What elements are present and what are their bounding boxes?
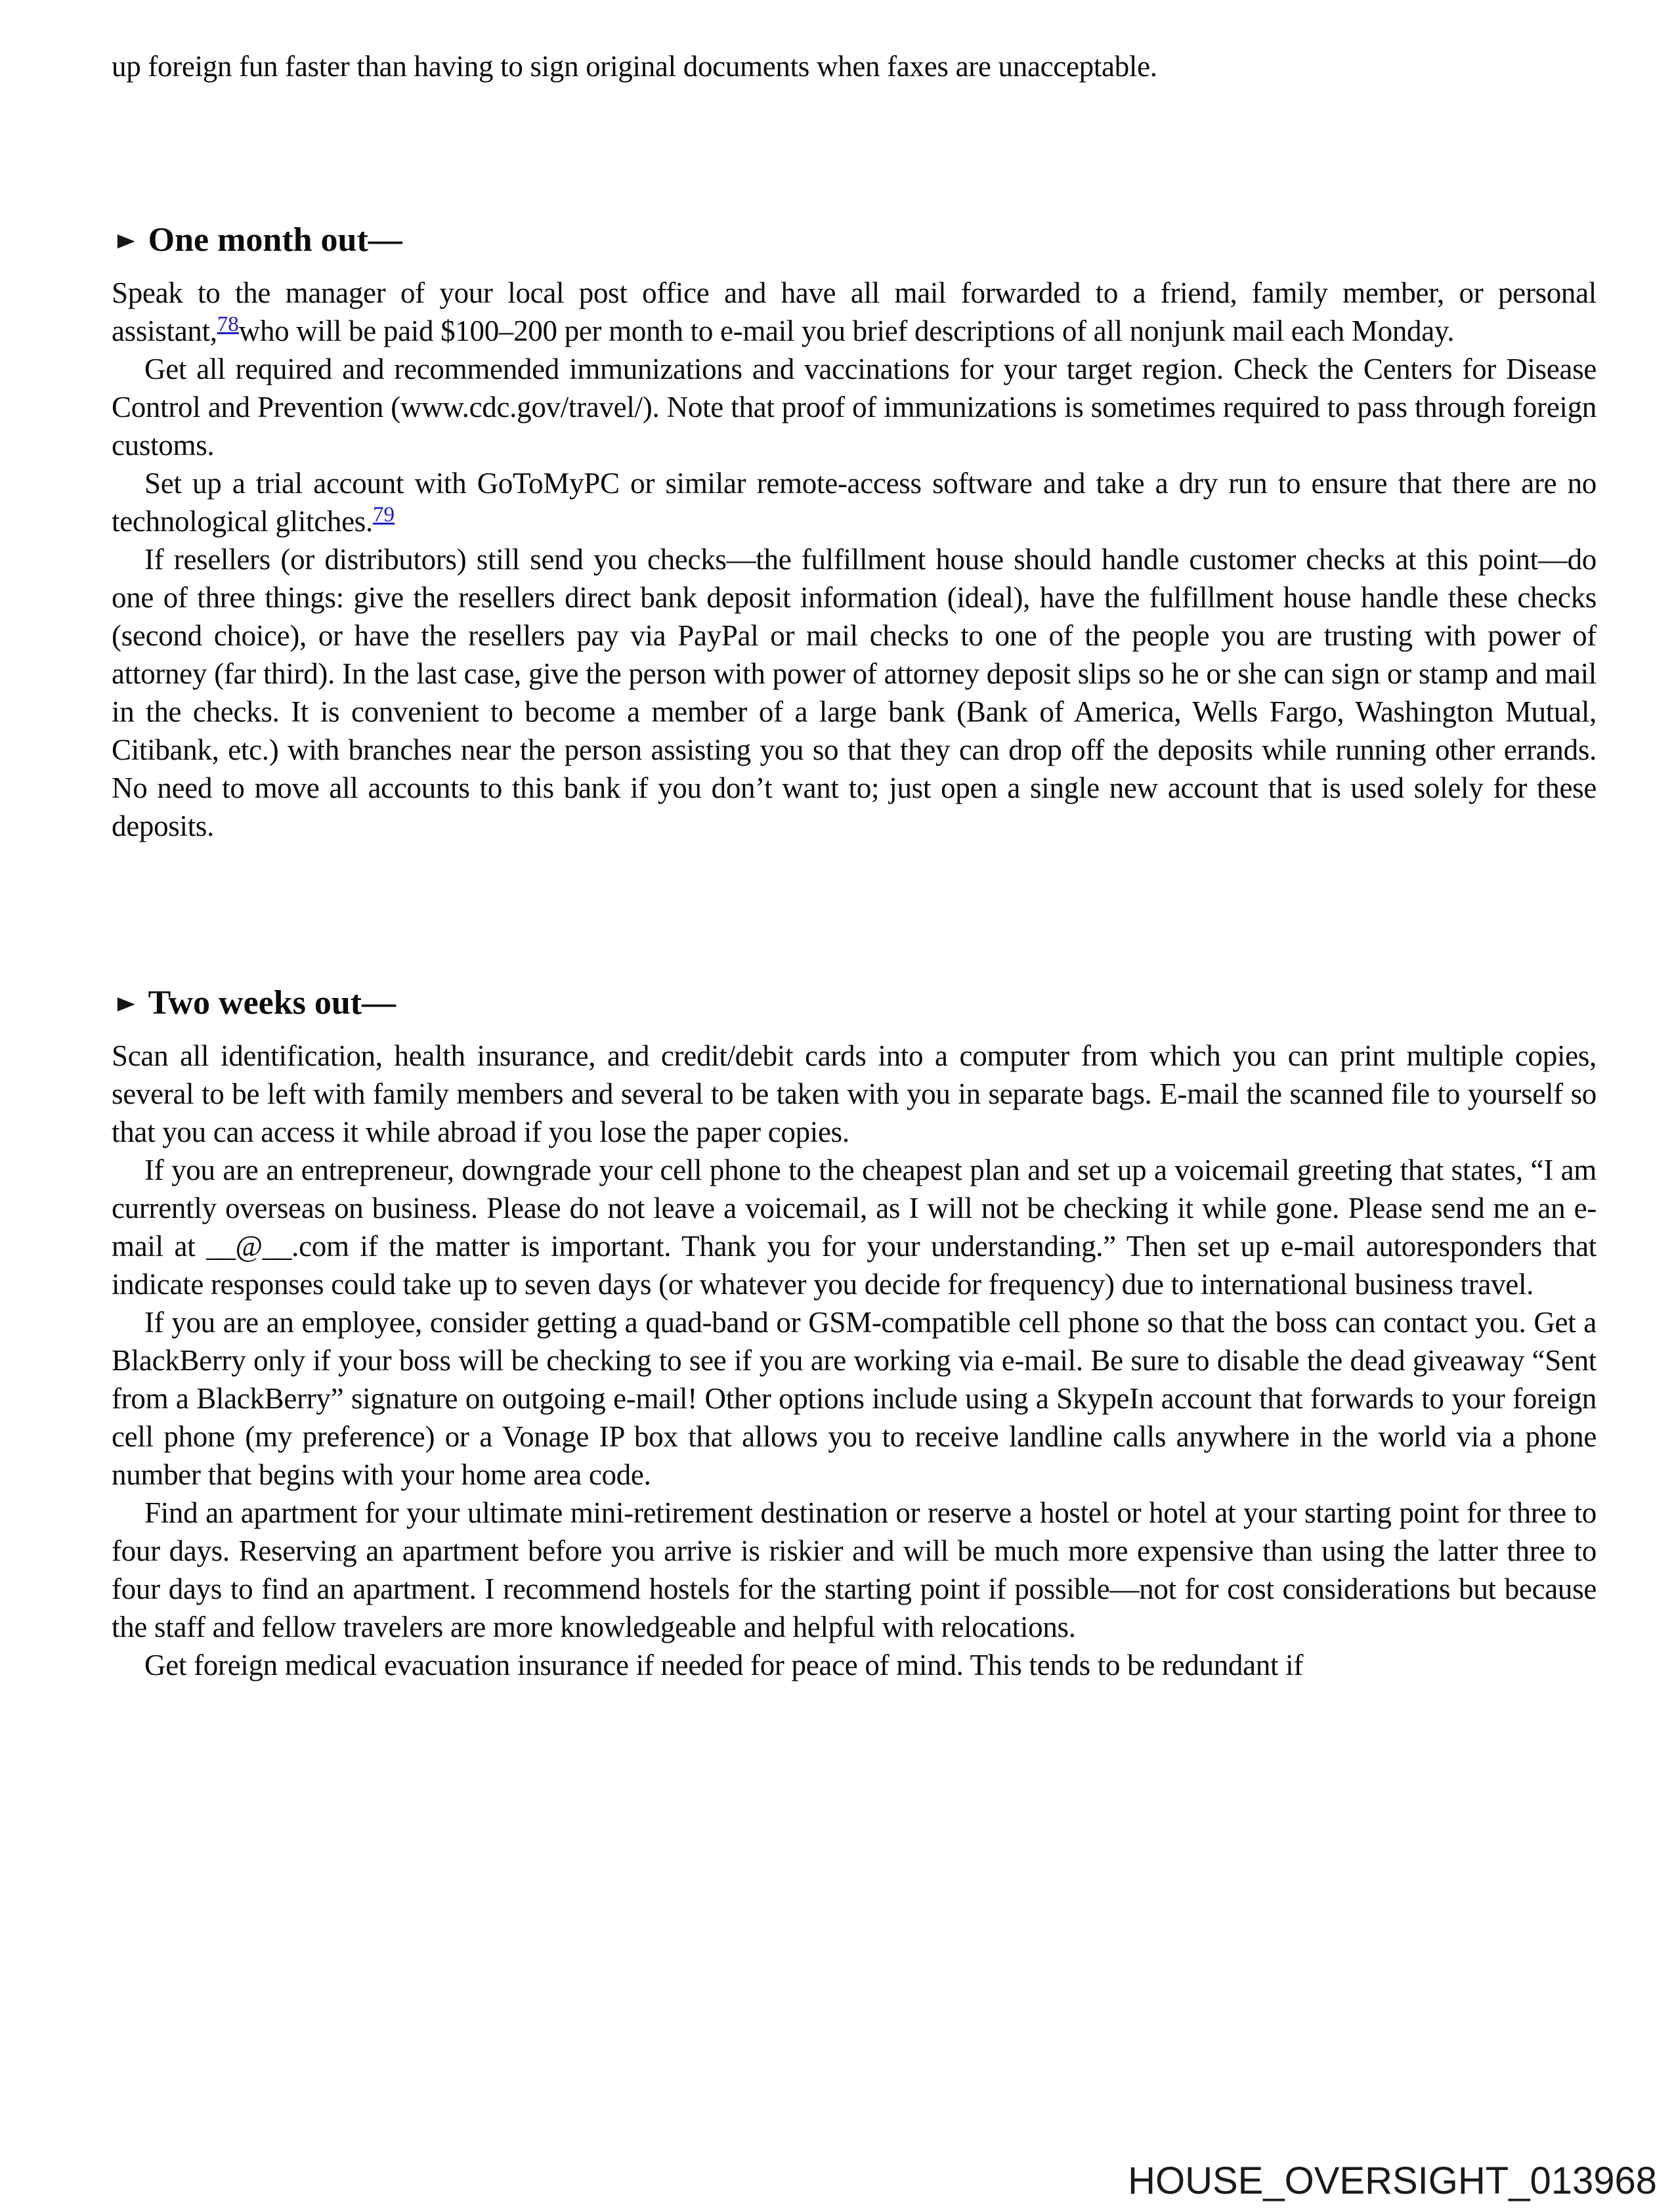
arrow-bullet-icon: ► (112, 990, 141, 1016)
continuation-paragraph: up foreign fun faster than having to sign original documents when faxes are unacceptable. (112, 50, 1157, 83)
paragraph-entrepreneur-phone: If you are an entrepreneur, downgrade your cell phone to the cheapest plan and set up a voicemail greeting that states, “I am currently overseas on business. Please do not leave a voicemail, as I will not be checking it while gone. Please send me an e-mail at __@__.com if the matter is important. Thank you for your understanding.” Then set up e-mail autoresponders that indicate responses could take up to seven days (or whatever you decide for frequency) due to international business travel. (112, 1154, 1597, 1301)
arrow-bullet-icon: ► (112, 227, 141, 253)
page-text-column (112, 47, 1597, 1684)
paragraph-scan-identification: Scan all identification, health insurance, and credit/debit cards into a computer from which you can print multiple copies, several to be left with family members and several to be taken with you in separate bags. E-mail the scanned file to yourself so that you can access it while abroad if you lose the paper copies. (112, 1039, 1597, 1148)
bates-number-stamp: HOUSE_OVERSIGHT_013968 (1128, 2159, 1657, 2202)
paragraph-medical-evacuation: Get foreign medical evacuation insurance if needed for peace of mind. This tends to be redundant if (144, 1649, 1304, 1681)
paragraph-find-apartment: Find an apartment for your ultimate mini-retirement destination or reserve a hostel or hotel at your starting point for three to four days. Reserving an apartment before you arrive is riskier and will be much more expensive than using the latter three to four days to find an apartment. I recommend hostels for the starting point if possible—not for cost considerations but because the staff and fellow travelers are more knowledgeable and helpful with relocations. (112, 1496, 1597, 1643)
paragraph-text: Set up a trial account with GoToMyPC or similar remote-access software and take a dry run to ensure that there are no technological glitches. (112, 467, 1597, 538)
footnote-link-79[interactable]: 79 (372, 503, 395, 527)
section-heading-label: Two weeks out— (148, 984, 397, 1022)
section-heading-one-month-out (112, 221, 1597, 259)
footnote-link-78[interactable]: 78 (217, 313, 239, 336)
section-heading-two-weeks-out (112, 984, 1597, 1022)
paragraph-text: who will be paid $100–200 per month to e-mail you brief descriptions of all nonjunk mail each Monday. (238, 314, 1455, 347)
paragraph-employee-phone: If you are an employee, consider getting a quad-band or GSM-compatible cell phone so that the boss can contact you. Get a BlackBerry only if your boss will be checking to see if you are working via e-mail. Be sure to disable the dead giveaway “Sent from a BlackBerry” signature on outgoing e-mail! Other options include using a SkypeIn account that forwards to your foreign cell phone (my preference) or a Vonage IP box that allows you to receive landline calls anywhere in the world via a phone number that begins with your home area code. (112, 1306, 1597, 1491)
paragraph-gotomypc (112, 464, 1597, 540)
paragraph-immunizations: Get all required and recommended immunizations and vaccinations for your target region. Check the Centers for Disease Control and Prevention (www.cdc.gov/travel/). Note that proof of immunizations is sometimes required to pass through foreign customs. (112, 353, 1597, 462)
section-heading-label: One month out— (148, 221, 402, 259)
paragraph-text: Speak to the manager of your local post office and have all mail forwarded to a friend, family member, or personal assistant, (112, 276, 1597, 347)
paragraph-mail-forwarding (112, 274, 1597, 350)
paragraph-resellers-checks: If resellers (or distributors) still send you checks—the fulfillment house should handle customer checks at this point—do one of three things: give the resellers direct bank deposit information (ideal), have the fulfillment house handle these checks (second choice), or have the resellers pay via PayPal or mail checks to one of the people you are trusting with power of attorney (far third). In the last case, give the person with power of attorney deposit slips so he or she can sign or stamp and mail in the checks. It is convenient to become a member of a large bank (Bank of America, Wells Fargo, Washington Mutual, Citibank, etc.) with branches near the person assisting you so that they can drop off the deposits while running other errands. No need to move all accounts to this bank if you don’t want to; just open a single new account that is used solely for these deposits. (112, 543, 1597, 842)
